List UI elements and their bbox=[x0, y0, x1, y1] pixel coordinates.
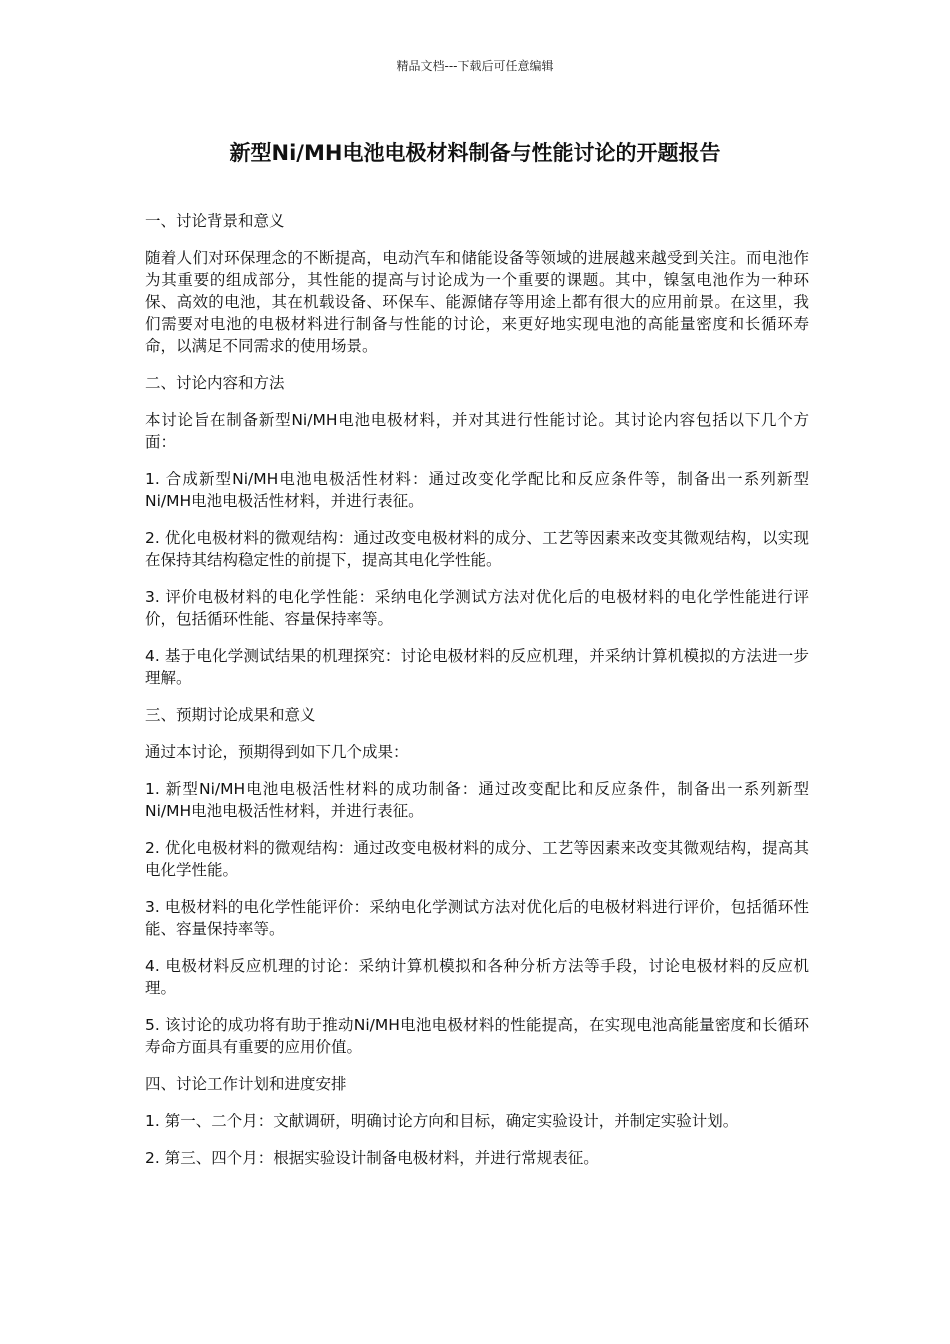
paragraph: 随着人们对环保理念的不断提高，电动汽车和储能设备等领域的进展越来越受到关注。而电池作为其重要的组成部分，其性能的提高与讨论成为一个重要的课题。其中，镍氢电池作为一种环保、高效的电池，其在机载设备、环保车、能源储存等用途上都有很大的应用前景。在这里，我们需要对电池的电极材料进行制备与性能的讨论，来更好地实现电池的高能量密度和长循环寿命，以满足不同需求的使用场景。 bbox=[145, 249, 809, 355]
document-title: 新型Ni/MH电池电极材料制备与性能讨论的开题报告 bbox=[229, 141, 721, 165]
list-item: 2. 优化电极材料的微观结构：通过改变电极材料的成分、工艺等因素来改变其微观结构，以实现在保持其结构稳定性的前提下，提高其电化学性能。 bbox=[145, 529, 809, 569]
list-item: 4. 电极材料反应机理的讨论：采纳计算机模拟和各种分析方法等手段，讨论电极材料的反应机理。 bbox=[145, 957, 809, 997]
paragraph: 本讨论旨在制备新型Ni/MH电池电极材料，并对其进行性能讨论。其讨论内容包括以下几个方面： bbox=[145, 411, 809, 451]
section-heading-content-methods: 二、讨论内容和方法 bbox=[145, 374, 285, 392]
list-item: 2. 优化电极材料的微观结构：通过改变电极材料的成分、工艺等因素来改变其微观结构，提高其电化学性能。 bbox=[145, 839, 809, 879]
section-heading-work-plan: 四、讨论工作计划和进度安排 bbox=[145, 1075, 347, 1093]
list-item: 5. 该讨论的成功将有助于推动Ni/MH电池电极材料的性能提高，在实现电池高能量密度和长循环寿命方面具有重要的应用价值。 bbox=[145, 1016, 809, 1056]
list-item: 1. 新型Ni/MH电池电极活性材料的成功制备：通过改变配比和反应条件，制备出一系列新型Ni/MH电池电极活性材料，并进行表征。 bbox=[145, 780, 809, 820]
document-body bbox=[145, 210, 809, 1184]
list-item: 1. 第一、二个月：文献调研，明确讨论方向和目标，确定实验设计，并制定实验计划。 bbox=[145, 1112, 739, 1130]
list-item: 4. 基于电化学测试结果的机理探究：讨论电极材料的反应机理，并采纳计算机模拟的方法进一步理解。 bbox=[145, 647, 809, 687]
header-note: 精品文档---下载后可任意编辑 bbox=[396, 59, 554, 73]
paragraph: 通过本讨论，预期得到如下几个成果： bbox=[145, 743, 409, 761]
list-item: 3. 电极材料的电化学性能评价：采纳电化学测试方法对优化后的电极材料进行评价，包括循环性能、容量保持率等。 bbox=[145, 898, 809, 938]
section-heading-background: 一、讨论背景和意义 bbox=[145, 212, 285, 230]
list-item: 2. 第三、四个月：根据实验设计制备电极材料，并进行常规表征。 bbox=[145, 1149, 599, 1167]
section-heading-expected-results: 三、预期讨论成果和意义 bbox=[145, 706, 316, 724]
list-item: 3. 评价电极材料的电化学性能：采纳电化学测试方法对优化后的电极材料的电化学性能进行评价，包括循环性能、容量保持率等。 bbox=[145, 588, 809, 628]
list-item: 1. 合成新型Ni/MH电池电极活性材料：通过改变化学配比和反应条件等，制备出一系列新型Ni/MH电池电极活性材料，并进行表征。 bbox=[145, 470, 809, 510]
